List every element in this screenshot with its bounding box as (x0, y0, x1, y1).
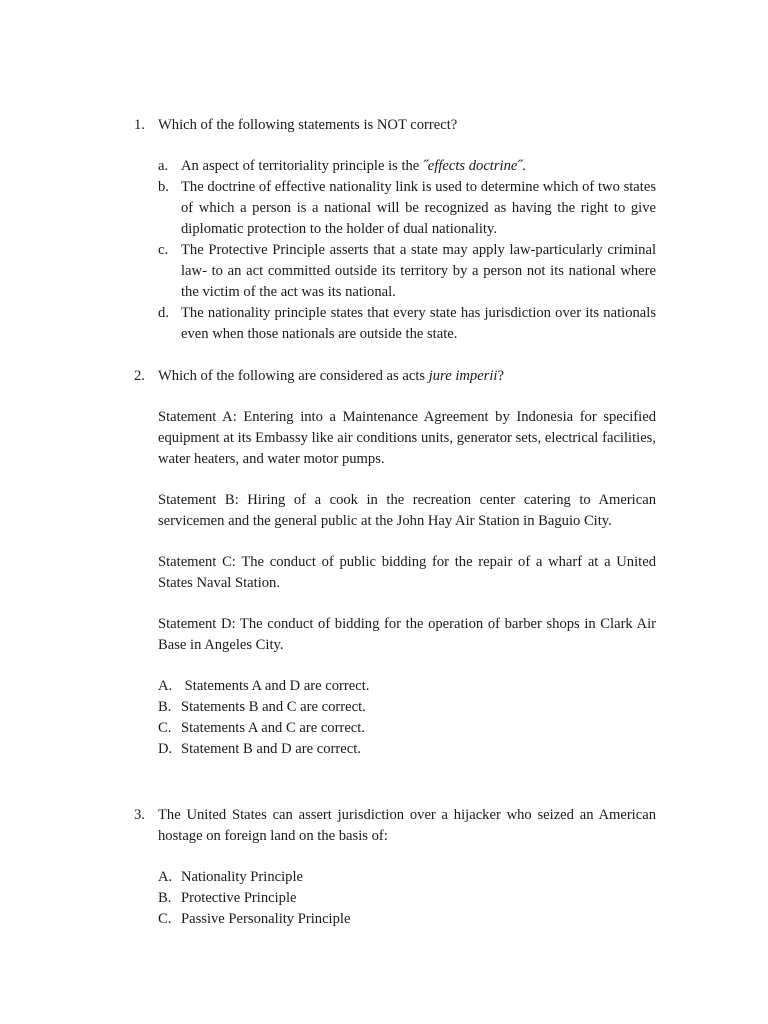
question-number: 1. (134, 117, 145, 133)
question-text-part: Which of the following are considered as acts (158, 368, 429, 384)
option-text-part: . (522, 158, 526, 174)
option-label: a. (158, 158, 169, 174)
option-text: Statements A and D are correct. (181, 678, 370, 694)
option-list (134, 676, 656, 760)
option-item (158, 909, 656, 930)
question-text: Which of the following statements is NOT correct? (158, 117, 458, 133)
option-label: D. (158, 741, 173, 757)
option-item (158, 177, 656, 240)
option-text: Nationality Principle (181, 869, 303, 885)
option-label: C. (158, 720, 172, 736)
question-2 (134, 366, 656, 760)
option-text (181, 156, 656, 177)
option-text: Statements B and C are correct. (181, 699, 366, 715)
option-label: C. (158, 911, 172, 927)
option-text: The nationality principle states that every state has jurisdiction over its nationals even when those nationals are outside the state. (181, 305, 656, 342)
option-label: A. (158, 869, 173, 885)
option-text: Passive Personality Principle (181, 911, 351, 927)
option-item (158, 697, 656, 718)
option-text: Protective Principle (181, 890, 297, 906)
question-italic-term: jure imperii (428, 368, 498, 384)
option-item (158, 888, 656, 909)
option-item (158, 739, 656, 760)
option-label: d. (158, 305, 169, 321)
question-text (158, 366, 656, 387)
option-list (134, 867, 656, 930)
statement-d: Statement D: The conduct of bidding for the operation of barber shops in Clark Air Base in Angeles City. (158, 616, 656, 653)
option-item (158, 156, 656, 177)
question-number: 2. (134, 368, 145, 384)
option-italic-term: ˝effects doctrine˝ (422, 158, 523, 174)
question-text-part: ? (497, 368, 504, 384)
statement-b: Statement B: Hiring of a cook in the recreation center catering to American servicemen and the general public at the John Hay Air Station in Baguio City. (158, 492, 656, 529)
option-text: Statement B and D are correct. (181, 741, 361, 757)
option-label: A. (158, 678, 173, 694)
option-label: b. (158, 179, 169, 195)
option-text: Statements A and C are correct. (181, 720, 365, 736)
question-number: 3. (134, 807, 145, 823)
question-1 (134, 115, 656, 345)
option-text: The doctrine of effective nationality link is used to determine which of two states of which a person is a national will be recognized as having the right to give diplomatic protection to the holder of dual nationality. (181, 179, 656, 237)
option-item (158, 303, 656, 345)
option-text-part: An aspect of territoriality principle is the (181, 158, 423, 174)
question-3 (134, 805, 656, 930)
option-list (134, 156, 656, 345)
option-label: B. (158, 699, 172, 715)
statement-c: Statement C: The conduct of public bidding for the repair of a wharf at a United States Naval Station. (158, 554, 656, 591)
question-text: The United States can assert jurisdiction over a hijacker who seized an American hostage on foreign land on the basis of: (158, 807, 656, 844)
option-item (158, 240, 656, 303)
option-text: The Protective Principle asserts that a state may apply law-particularly criminal law- to an act committed outside its territory by a person not its national where the victim of the act was its national. (181, 242, 656, 300)
option-item (158, 867, 656, 888)
option-item (158, 676, 656, 697)
option-item (158, 718, 656, 739)
statement-a: Statement A: Entering into a Maintenance Agreement by Indonesia for specified equipment at its Embassy like air conditions units, generator sets, electrical facilities, water heaters, and water motor pumps. (158, 409, 656, 467)
option-label: B. (158, 890, 172, 906)
option-label: c. (158, 242, 169, 258)
